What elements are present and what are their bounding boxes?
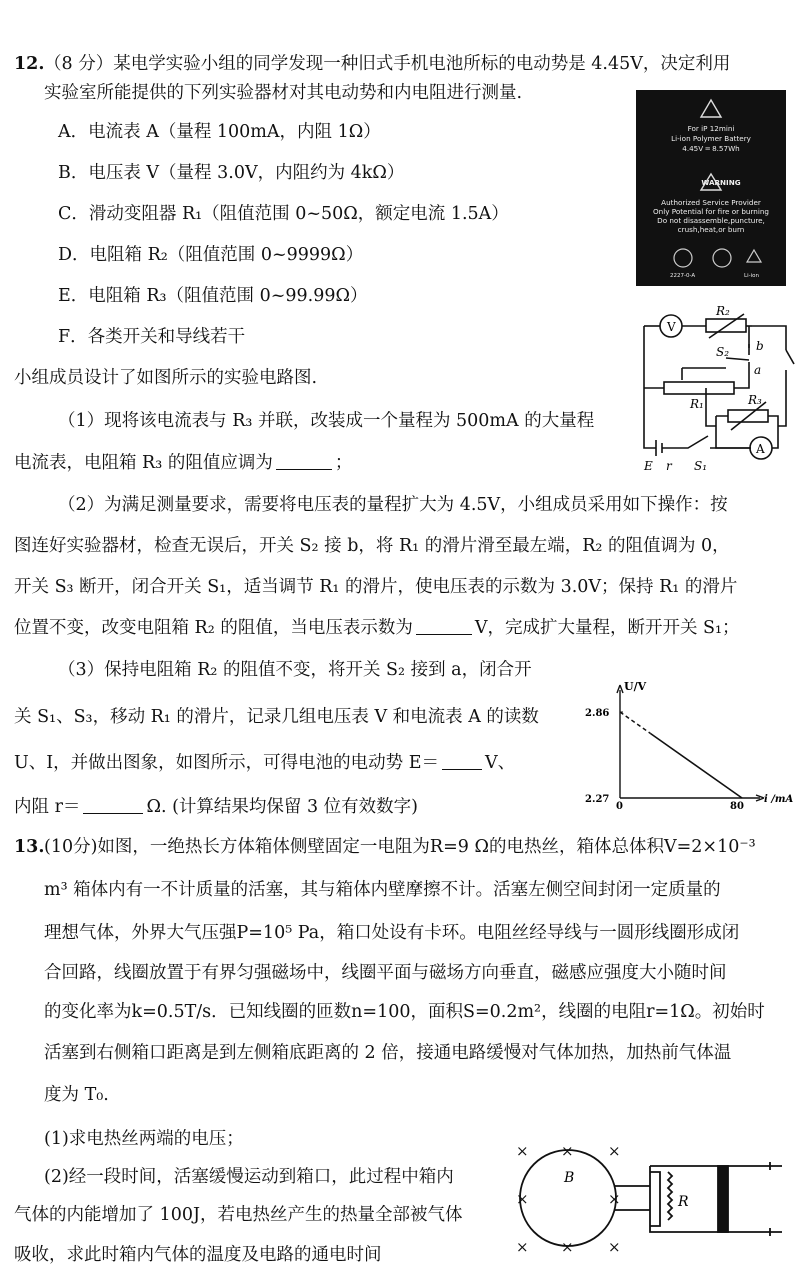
field-cross: × [516,1142,529,1160]
y-tick-bottom: 2.27 [585,794,610,805]
q13-number: 13. [14,837,45,857]
design-sentence: 小组成员设计了如图所示的实验电路图. [14,368,318,388]
x-axis-label: i /mA [764,794,794,805]
part2-line2: 图连好实验器材，检查无误后，开关 S₂ 接 b，将 R₁ 的滑片滑至最左端，R₂ 的阻值调为 0， [14,536,730,556]
field-b-label: B [564,1170,575,1186]
part1-text: 电流表，电阻箱 R₃ 的阻值应调为 [14,453,273,473]
terminal-b-label: b [756,339,764,353]
r3-label: R₃ [748,393,762,407]
battery-warning-line: crush,heat,or burn [677,225,745,234]
battery-code: 2227-0-A [670,273,696,279]
part3-r-end: Ω. (计算结果均保留 3 位有效数字) [146,797,418,817]
switch-s1 [662,436,750,448]
field-cross: × [561,1238,574,1256]
coil [520,1150,616,1246]
option-e: E．电阻箱 R₃（阻值范围 0~99.99Ω） [58,286,368,306]
battery-warning-line: Do not disassemble,puncture, [657,216,765,225]
q13-sub2-line3: 吸收，求此时箱内气体的温度及电路的通电时间 [14,1245,382,1265]
q13-line6: 活塞到右侧箱口距离是到左侧箱底距离的 2 倍，接通电路缓慢对气体加热，加热前气体温 [44,1043,732,1063]
q13-line1: (10分)如图，一绝热长方体箱体侧壁固定一电阻为R=9 Ω的电热丝，箱体总体积V=2×10⁻³ [44,837,756,857]
part1-line1: （1）现将该电流表与 R₃ 并联，改装成一个量程为 500mA 的大量程 [58,411,595,431]
rheostat-r1 [664,382,734,394]
part2-line4 [14,617,740,639]
q13-line7: 度为 T₀. [44,1085,109,1105]
voltmeter-label: V [667,320,676,334]
field-cross: × [561,1142,574,1160]
data-line [651,734,743,799]
s2-label: S₂ [716,345,730,359]
q13-line5: 的变化率为k=0.5T/s．已知线圈的匝数n=100，面积S=0.2m²，线圈的电阻r=1Ω。初始时 [44,1002,765,1022]
part2-line1: （2）为满足测量要求，需要将电压表的量程扩大为 4.5V，小组成员采用如下操作：按 [58,495,728,515]
emf-label: E [644,459,653,473]
recycling-arrows-icon [747,250,761,262]
terminal-a-label: a [754,363,762,377]
part1-end: ； [334,453,353,473]
part3-r-text: 内阻 r＝ [14,797,81,817]
recycle-symbol-icon [674,249,692,267]
q12-line2: 实验室所能提供的下列实验器材对其电动势和内电阻进行测量. [44,83,523,103]
part2-line3: 开关 S₃ 断开，闭合开关 S₁，适当调节 R₁ 的滑片，使电压表的示数为 3.0V；保持 R₁ 的滑片 [14,577,738,597]
r2-label: R₂ [716,304,730,318]
part1-line2 [14,452,352,474]
q12-line1: （8 分）某电学实验小组的同学发现一种旧式手机电池所标的电动势是 4.45V，决定利用 [44,54,731,74]
field-cross: × [516,1238,529,1256]
q13-sub2-line1: (2)经一段时间，活塞缓慢运动到箱口，此过程中箱内 [44,1167,454,1187]
wire [682,362,749,378]
battery-warning-title: WARNING [701,178,741,187]
pse-mark-icon [713,249,731,267]
piston [718,1166,728,1232]
heater-mount [650,1172,660,1226]
q13-sub1: (1)求电热丝两端的电压； [44,1129,244,1149]
wire [734,378,749,388]
battery-label-image [636,90,786,286]
battery-chem: Li-ion [744,273,759,279]
resistor-r-label: R [678,1194,689,1210]
option-a: A．电流表 A（量程 100mA，内阻 1Ω） [58,122,381,142]
answer-blank-r3[interactable] [276,453,332,470]
answer-blank-r[interactable] [83,797,143,814]
s1-label: S₁ [694,459,708,473]
option-f: F．各类开关和导线若干 [58,327,246,347]
battery-type: Li-ion Polymer Battery [671,134,751,143]
part2-end: V，完成扩大量程，断开开关 S₁； [474,618,740,638]
q13-line2: m³ 箱体内有一不计质量的活塞，其与箱体内壁摩擦不计。活塞左侧空间封闭一定质量的 [44,880,721,900]
r1-label: R₁ [690,397,704,411]
part2-text: 位置不变，改变电阻箱 R₂ 的阻值，当电压表示数为 [14,618,413,638]
internal-r-label: r [666,459,672,473]
battery-warning-line: Only Potential for fire or burning [653,207,769,216]
x-tick-80: 80 [730,801,744,810]
wire [778,370,786,426]
y-tick-top: 2.86 [585,708,610,719]
coil-box-diagram [506,1132,796,1282]
field-cross: × [608,1238,621,1256]
field-cross: × [608,1190,621,1208]
answer-blank-emf[interactable] [442,753,482,770]
ui-graph [582,680,794,810]
option-d: D．电阻箱 R₂（阻值范围 0~9999Ω） [58,245,364,265]
warning-triangle-icon [701,100,721,117]
part3-line1: （3）保持电阻箱 R₂ 的阻值不变，将开关 S₂ 接到 a，闭合开 [58,660,532,680]
part3-line3 [14,752,515,774]
q13-line4: 合回路，线圈放置于有界匀强磁场中，线圈平面与磁场方向垂直，磁感应强度大小随时间 [44,963,727,983]
q13-line3: 理想气体，外界大气压强P=10⁵ Pa，箱口处设有卡环。电阻丝经导线与一圆形线圈形成闭 [44,923,740,943]
part3-line2: 关 S₁、S₃，移动 R₁ 的滑片，记录几组电压表 V 和电流表 A 的读数 [14,707,539,727]
switch-s3 [786,350,794,364]
part3-text: U、I，并做出图象，如图所示，可得电池的电动势 E＝ [14,753,439,773]
y-axis-label: U/V [624,680,647,693]
option-b: B．电压表 V（量程 3.0V，内阻约为 4kΩ） [58,163,405,183]
q13-sub2-line2: 气体的内能增加了 100J，若电热丝产生的热量全部被气体 [14,1205,463,1225]
heating-wire-r [668,1172,672,1220]
battery-symbol [656,440,662,456]
answer-blank-voltage[interactable] [416,618,472,635]
battery-model: For iP 12mini [687,124,735,133]
x-tick-origin: 0 [616,801,623,810]
field-cross: × [516,1190,529,1208]
part3-end: V、 [485,753,516,773]
wire [644,326,656,448]
field-cross: × [608,1142,621,1160]
circuit-diagram [636,300,800,475]
ammeter-label: A [756,442,765,456]
part3-line4 [14,796,418,818]
battery-rating: 4.45V ═ 8.57Wh [682,144,740,153]
data-line-extrapolated [620,712,651,734]
option-c: C．滑动变阻器 R₁（阻值范围 0~50Ω，额定电流 1.5A） [58,204,509,224]
q12-number: 12. [14,54,45,74]
battery-warning-line: Authorized Service Provider [661,198,761,207]
